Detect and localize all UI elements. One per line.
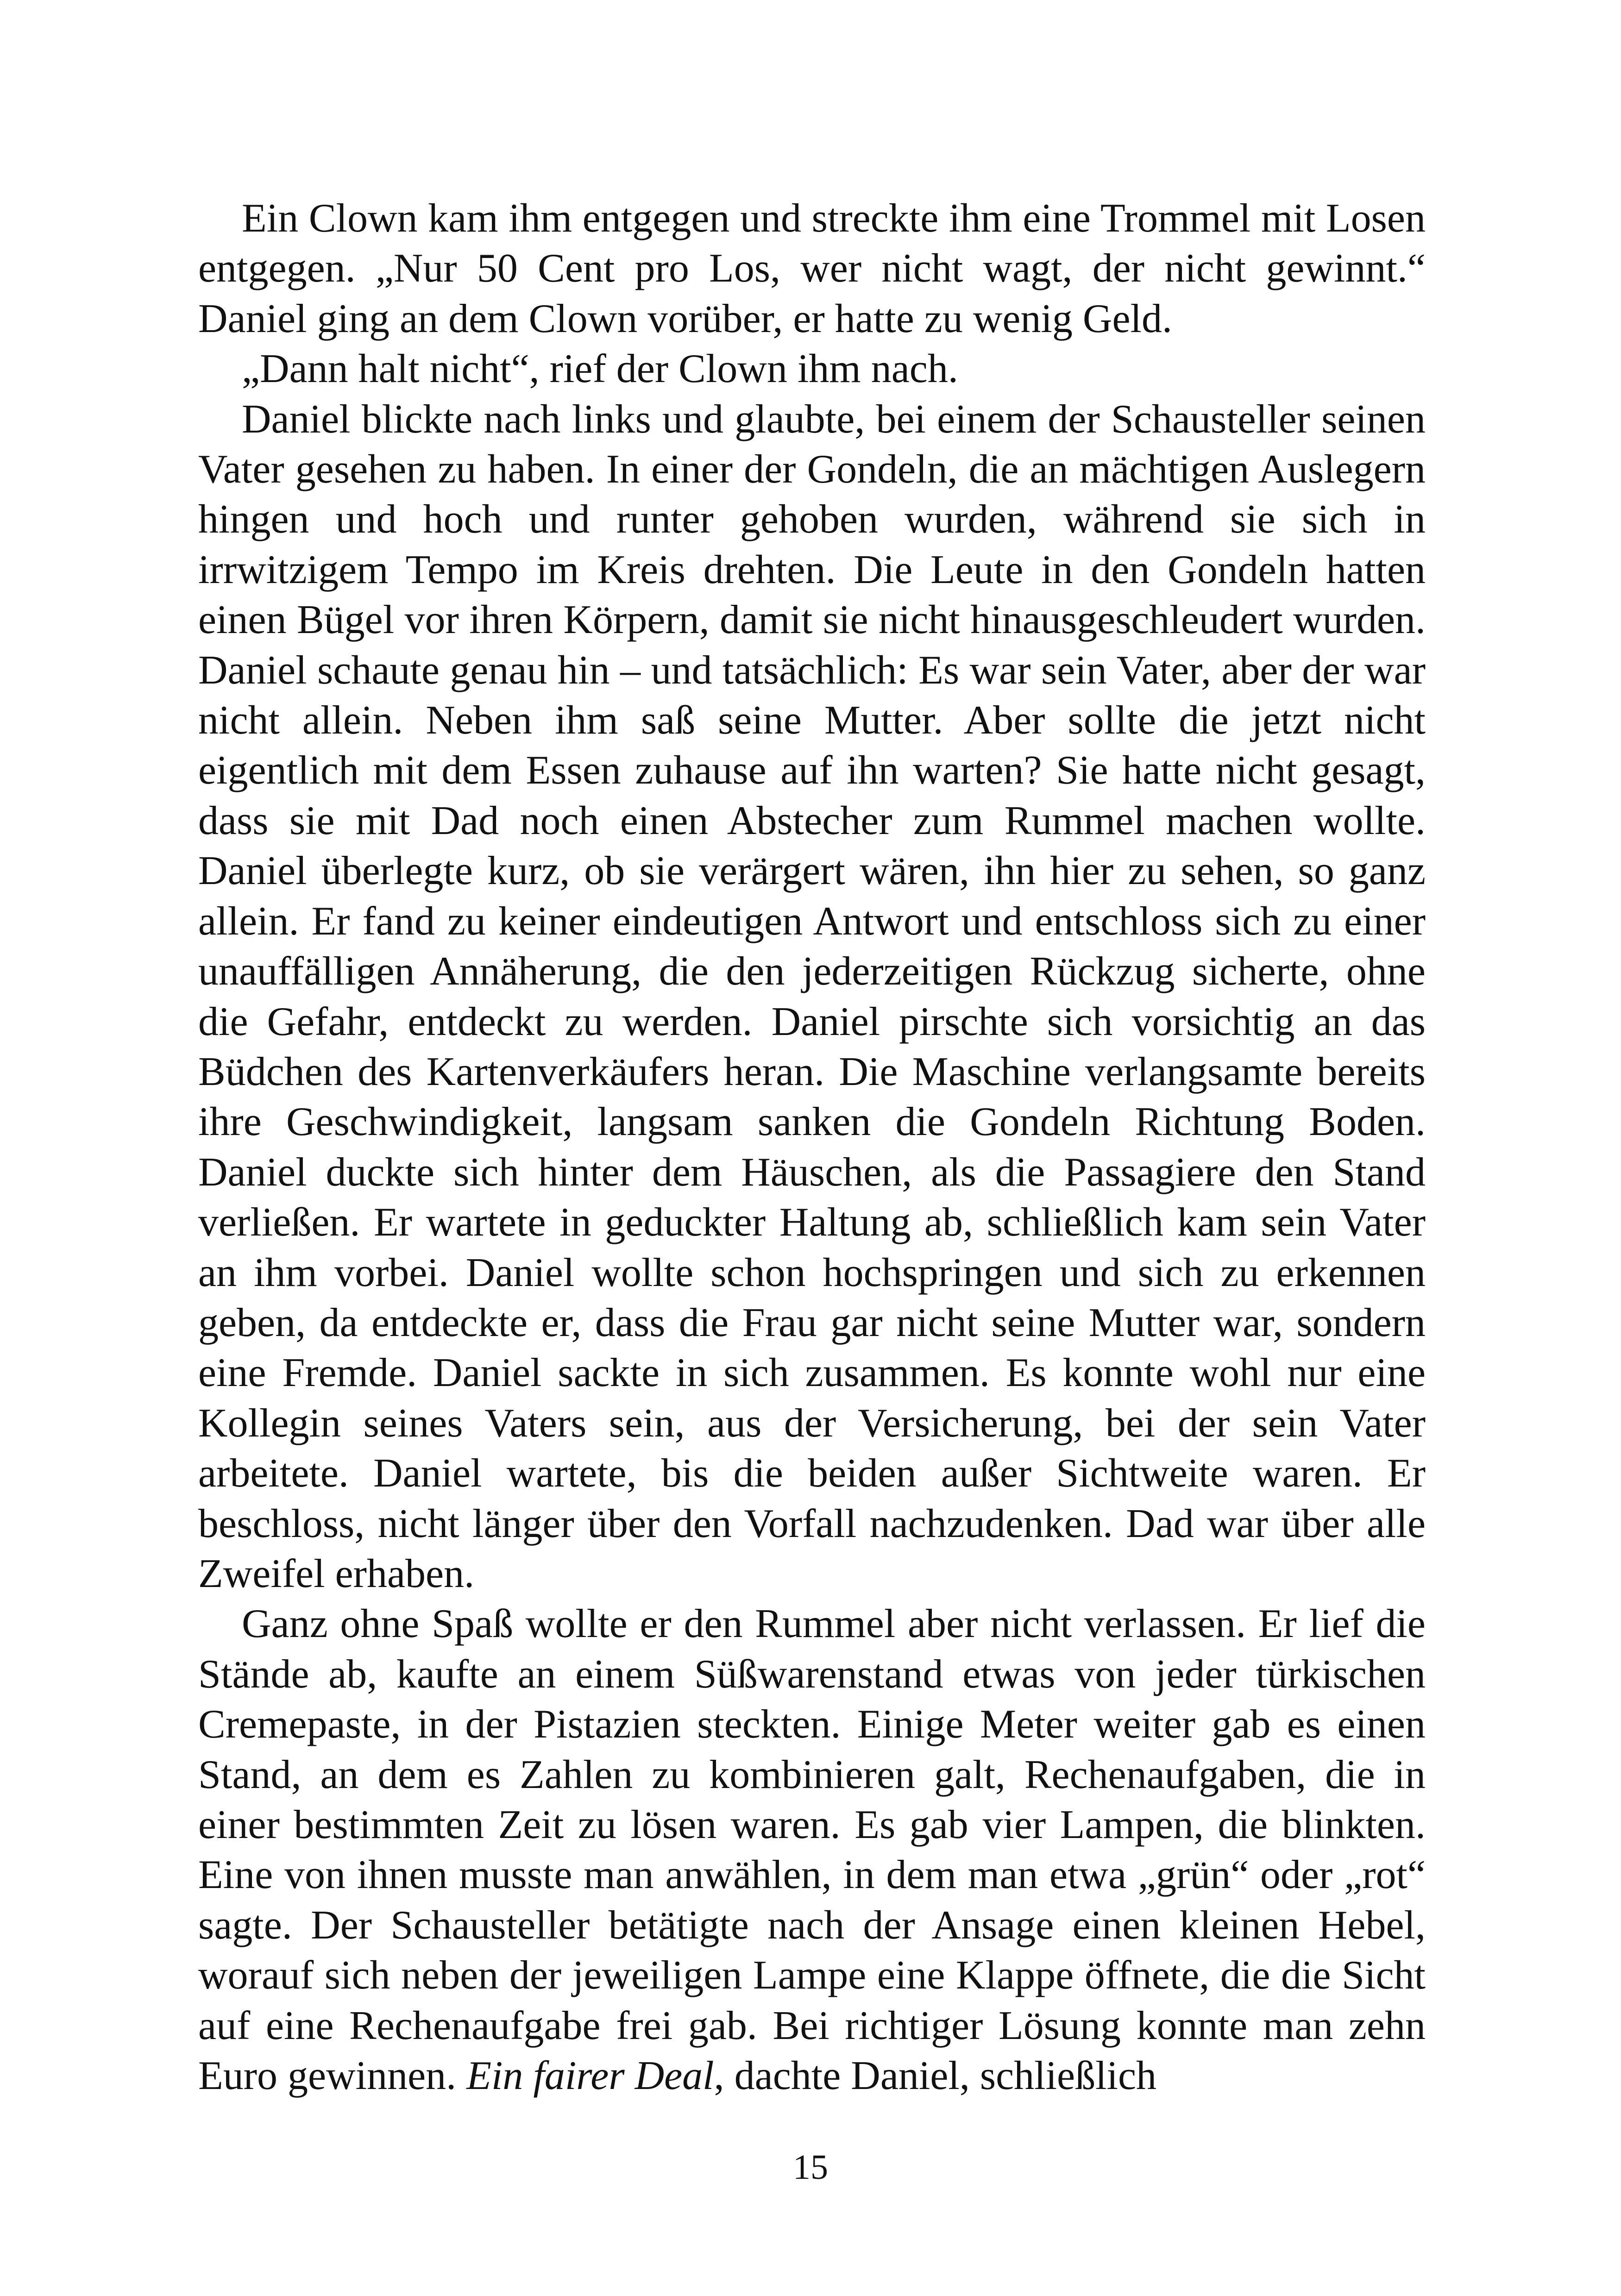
body-text [198, 194, 1426, 2101]
page-number: 15 [793, 2148, 828, 2187]
paragraph [198, 1599, 1426, 2101]
paragraph [198, 395, 1426, 1600]
text-run: Ein Clown kam ihm entgegen und streckte ihm eine Trommel mit Losen entgegen. „Nur 50 Cent pro Los, wer nicht wagt, der nicht gewinnt.“ Daniel ging an dem Clown vorüber, er hatte zu wenig Geld. [198, 196, 1426, 341]
italic-text: Ein fairer Deal [466, 2053, 714, 2099]
text-run: , dachte Daniel, schließlich [714, 2053, 1157, 2099]
paragraph [198, 344, 1426, 394]
text-run: Ganz ohne Spaß wollte er den Rummel aber nicht verlassen. Er lief die Stände ab, kaufte an einem Süßwarenstand etwas von jeder türkischen Cremepaste, in der Pistazien steckten. Einige Meter weiter gab es einen Stand, an dem es Zahlen zu kombinieren galt, Rechenaufgaben, die in einer bestimmten Zeit zu lösen waren. Es gab vier Lampen, die blinkten. Eine von ihnen musste man anwählen, in dem man etwa „grün“ oder „rot“ sagte. Der Schausteller betätigte nach der Ansage einen kleinen Hebel, worauf sich neben der jeweiligen Lampe eine Klappe öffnete, die die Sicht auf eine Rechenaufgabe frei gab. Bei richtiger Lösung konnte man zehn Euro gewinnen. [198, 1601, 1426, 2099]
text-run: „Dann halt nicht“, rief der Clown ihm nach. [242, 346, 958, 392]
text-run: Daniel blickte nach links und glaubte, bei einem der Schausteller seinen Vater gesehen zu haben. In einer der Gondeln, die an mächtigen Auslegern hingen und hoch und runter gehoben wurden, während sie sich in irrwitzigem Tempo im Kreis drehten. Die Leute in den Gondeln hatten einen Bügel vor ihren Körpern, damit sie nicht hinausgeschleudert wurden. Daniel schaute genau hin – und tatsächlich: Es war sein Vater, aber der war nicht allein. Neben ihm saß seine Mutter. Aber sollte die jetzt nicht eigentlich mit dem Essen zuhause auf ihn warten? Sie hatte nicht gesagt, dass sie mit Dad noch einen Abstecher zum Rummel machen wollte. Daniel überlegte kurz, ob sie verärgert wären, ihn hier zu sehen, so ganz allein. Er fand zu keiner eindeutigen Antwort und entschloss sich zu einer unauffälligen Annäherung, die den jederzeitigen Rückzug sicherte, ohne die Gefahr, entdeckt zu werden. Daniel pirschte sich vorsichtig an das Büdchen des Kartenverkäufers heran. Die Maschine verlangsamte bereits ihre Geschwindigkeit, langsam sanken die Gondeln Richtung Boden. Daniel duckte sich hinter dem Häuschen, als die Passagiere den Stand verließen. Er wartete in geduckter Haltung ab, schließlich kam sein Vater an ihm vorbei. Daniel wollte schon hochspringen und sich zu erkennen geben, da entdeckte er, dass die Frau gar nicht seine Mutter war, sondern eine Fremde. Daniel sackte in sich zusammen. Es konnte wohl nur eine Kollegin seines Vaters sein, aus der Versicherung, bei der sein Vater arbeitete. Daniel wartete, bis die beiden außer Sichtweite waren. Er beschloss, nicht länger über den Vorfall nachzudenken. Dad war über alle Zweifel erhaben. [198, 396, 1426, 1596]
paragraph [198, 194, 1426, 344]
